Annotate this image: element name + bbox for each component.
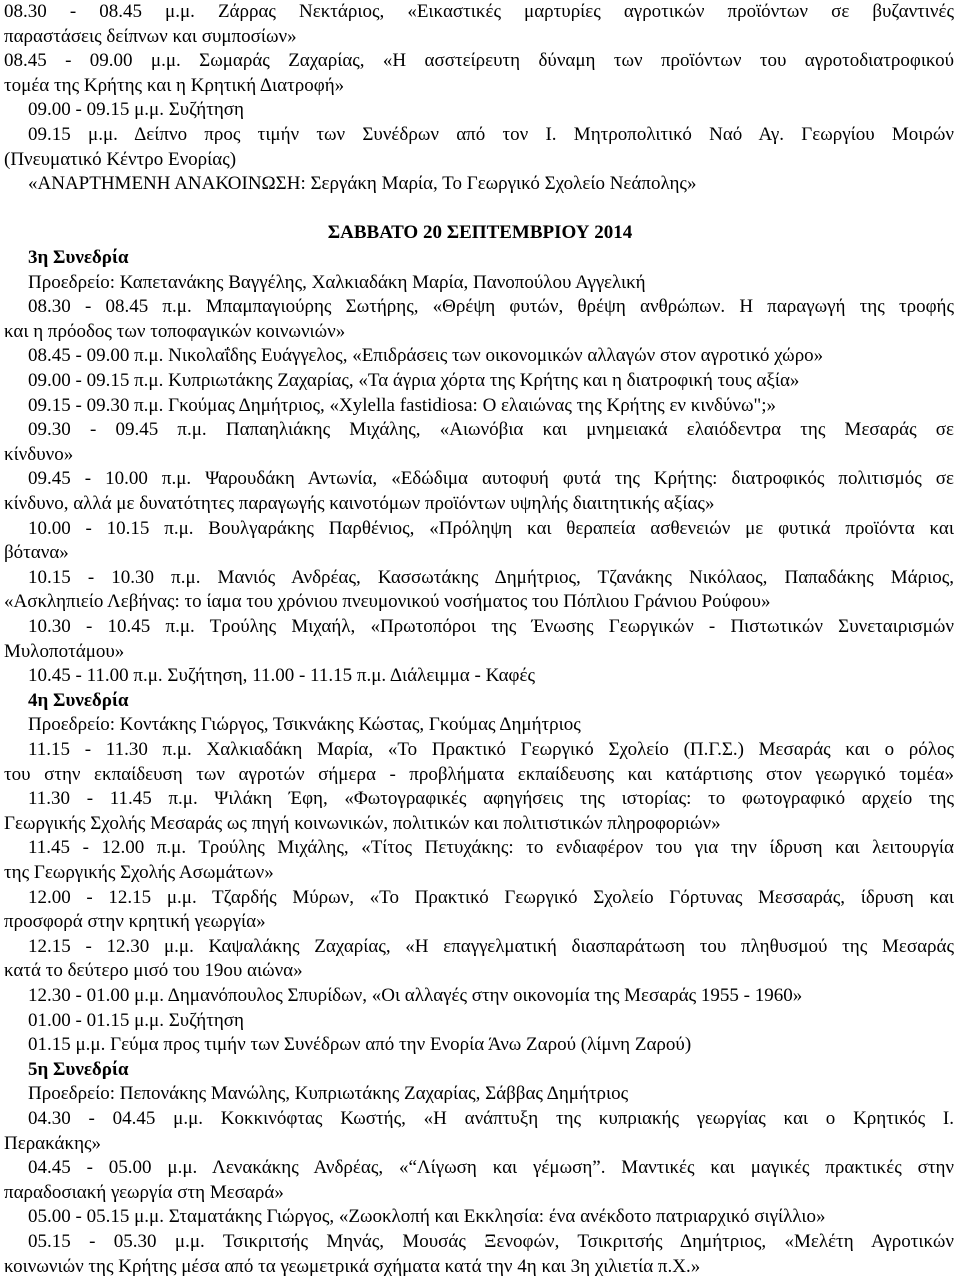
text-line: 08.30 - 08.45 μ.μ. Ζάρρας Νεκτάριος, «Εικαστικές μαρτυρίες αγροτικών προϊόντων σε βυζαντινές: [4, 1, 954, 22]
text-line: και η πρόοδος των τοποφαγικών κοινωνιών»: [4, 320, 346, 342]
text-line: 11.30 - 11.45 π.μ. Ψιλάκη Έφη, «Φωτογραφικές αφηγήσεις της ιστορίας: το φωτογραφικό αρχείο της: [28, 788, 954, 810]
session-heading: 5η Συνεδρία: [28, 1058, 129, 1080]
text-line: 10.15 - 10.30 π.μ. Μανιός Ανδρέας, Κασσωτάκης Δημήτριος, Τζανάκης Νικόλαος, Παπαδάκης Μάριος,: [28, 566, 954, 588]
text-line: κατά το δεύτερο μισό του 19ου αιώνα»: [4, 960, 303, 982]
text-line: 05.00 - 05.15 μ.μ. Σταματάκης Γιώργος, «Ζωοκλοπή και Εκκλησία: ένα ανέκδοτο πατριαρχικό σιγίλλιο»: [28, 1206, 826, 1228]
text-line: Περακάκης»: [4, 1132, 102, 1154]
text-line: του στην εκπαίδευση των αγροτών σήμερα - προβλήματα εκπαίδευσης και κατάρτισης στον γεωργικό τομέα»: [4, 763, 954, 785]
text-line: βότανα»: [4, 542, 69, 564]
text-line: 09.00 - 09.15 μ.μ. Συζήτηση: [28, 99, 244, 121]
text-line: 09.00 - 09.15 π.μ. Κυπριωτάκης Ζαχαρίας, «Τα άγρια χόρτα της Κρήτης και η διατροφική τους αξία»: [28, 370, 800, 391]
text-line: παραδοσιακή γεωργία στη Μεσαρά»: [4, 1181, 284, 1203]
text-line: Προεδρείο: Καπετανάκης Βαγγέλης, Χαλκιαδάκη Μαρία, Πανοπούλου Αγγελική: [28, 271, 646, 293]
text-line: Γεωργικής Σχολής Μεσαράς ως πηγή κοινωνικών, πολιτικών και πολιτιστικών πληροφοριών»: [4, 812, 721, 834]
session-heading: 3η Συνεδρία: [28, 247, 129, 268]
text-line: κίνδυνο, αλλά με δυνατότητες παραγωγής καινοτόμων προϊόντων υψηλής διαιτητικής αξίας»: [4, 493, 715, 514]
text-line: κοινωνιών της Κρήτης μέσα από τα γεωμετρικά σχήματα κατά την 4η και 3η χιλιετία π.Χ.»: [4, 1255, 701, 1277]
text-line: προσφορά στην κρητική γεωργία»: [4, 911, 266, 933]
text-line: «Ασκληπιείο Λεβήνας: το ίαμα του χρόνιου πνευμονικού νοσήματος του Πόπλιου Γράνιου Ρούφου»: [4, 591, 771, 613]
text-line: 09.45 - 10.00 π.μ. Ψαρουδάκη Αντωνία, «Εδώδιμα αυτοφυή φυτά της Κρήτης: διατροφικός πολιτισμός σε: [28, 468, 954, 490]
text-line: τομέα της Κρήτης και η Κρητική Διατροφή»: [4, 74, 345, 96]
text-line: Προεδρείο: Κοντάκης Γιώργος, Τσικνάκης Κώστας, Γκούμας Δημήτριος: [28, 714, 581, 736]
text-line: 12.15 - 12.30 μ.μ. Καψαλάκης Ζαχαρίας, «Η επαγγελματική διασπαράτωση του πληθυσμού της Μεσαράς: [28, 935, 954, 957]
text-line: 09.15 - 09.30 π.μ. Γκούμας Δημήτριος, «Xylella fastidiosa: Ο ελαιώνας της Κρήτης εν κινδύνω";»: [28, 394, 777, 416]
text-line: 10.30 - 10.45 π.μ. Τρούλης Μιχαήλ, «Πρωτοπόροι της Ένωσης Γεωργικών - Πιστωτικών Συνεταιρισμών: [28, 616, 954, 637]
text-line: 01.00 - 01.15 μ.μ. Συζήτηση: [28, 1009, 244, 1031]
text-line: 04.30 - 04.45 μ.μ. Κοκκινόφτας Κωστής, «Η ανάπτυξη της κυπριακής γεωργίας και ο Κρητικός Ι.: [28, 1108, 954, 1129]
text-line: 09.15 μ.μ. Δείπνο προς τιμήν των Συνέδρων από τον Ι. Μητροπολιτικό Ναό Αγ. Γεωργίου Μοιρών: [28, 124, 954, 145]
text-line: 05.15 - 05.30 μ.μ. Τσικριτσής Μηνάς, Μουσάς Ξενοφών, Τσικριτσής Δημήτριος, «Μελέτη Αγροτικών: [28, 1231, 954, 1252]
text-line: παραστάσεις δείπνων και συμποσίων»: [4, 25, 297, 47]
text-line: 10.45 - 11.00 π.μ. Συζήτηση, 11.00 - 11.15 π.μ. Διάλειμμα - Καφές: [28, 665, 536, 687]
text-line: 08.45 - 09.00 μ.μ. Σωμαράς Ζαχαρίας, «Η ασστείρευτη δύναμη των προϊόντων του αγροτοδιατροφικού: [4, 50, 954, 72]
text-line: 12.00 - 12.15 μ.μ. Τζαρδής Μύρων, «Το Πρακτικό Γεωργικό Σχολείο Γόρτυνας Μεσσαράς, ίδρυση και: [28, 886, 954, 908]
text-line: (Πνευματικό Κέντρο Ενορίας): [4, 148, 237, 170]
text-line: κίνδυνο»: [4, 443, 74, 465]
text-line: της Γεωργικής Σχολής Ασωμάτων»: [4, 862, 274, 883]
text-line: 04.45 - 05.00 μ.μ. Λενακάκης Ανδρέας, «“Λίγωση και γέμωση”. Μαντικές και μαγικές πρακτικές στην: [28, 1157, 954, 1179]
session-heading: 4η Συνεδρία: [28, 689, 129, 711]
text-line: 01.15 μ.μ. Γεύμα προς τιμήν των Συνέδρων από την Ενορία Άνω Ζαρού (λίμνη Ζαρού): [28, 1034, 692, 1056]
text-line: 12.30 - 01.00 μ.μ. Δημανόπουλος Σπυρίδων, «Οι αλλαγές στην οικονομία της Μεσαράς 1955 - 1960»: [28, 985, 803, 1006]
text-line: 11.15 - 11.30 π.μ. Χαλκιαδάκη Μαρία, «Το Πρακτικό Γεωργικό Σχολείο (Π.Γ.Σ.) Μεσαράς και ο ρόλος: [28, 739, 954, 760]
text-line: 10.00 - 10.15 π.μ. Βουλγαράκης Παρθένιος, «Πρόληψη και θεραπεία ασθενειών με φυτικά προϊόντα και: [28, 517, 954, 539]
text-line: 08.45 - 09.00 π.μ. Νικολαΐδης Ευάγγελος, «Επιδράσεις των οικονομικών αλλαγών στον αγροτικό χώρο»: [28, 345, 824, 367]
text-line: 09.30 - 09.45 π.μ. Παπαηλιάκης Μιχάλης, «Αιωνόβια και μνημειακά ελαιόδεντρα της Μεσαράς σε: [28, 419, 954, 441]
text-line: 11.45 - 12.00 π.μ. Τρούλης Μιχάλης, «Τίτος Πετυχάκης: το ενδιαφέρον του για την ίδρυση και λειτουργία: [28, 837, 954, 859]
text-line: 08.30 - 08.45 π.μ. Μπαμπαγιούρης Σωτήρης, «Θρέψη φυτών, θρέψη ανθρώπων. Η παραγωγή της τροφής: [28, 296, 954, 318]
text-line: Μυλοποτάμου»: [4, 640, 125, 662]
text-line: «ΑΝΑΡΤΗΜΕΝΗ ΑΝΑΚΟΙΝΩΣΗ: Σεργάκη Μαρία, Το Γεωργικό Σχολείο Νεάπολης»: [28, 173, 697, 195]
date-heading: ΣΑΒΒΑΤΟ 20 ΣΕΠΤΕΜΒΡΙΟΥ 2014: [327, 222, 633, 244]
text-line: Προεδρείο: Πεπονάκης Μανώλης, Κυπριωτάκης Ζαχαρίας, Σάββας Δημήτριος: [28, 1083, 629, 1105]
